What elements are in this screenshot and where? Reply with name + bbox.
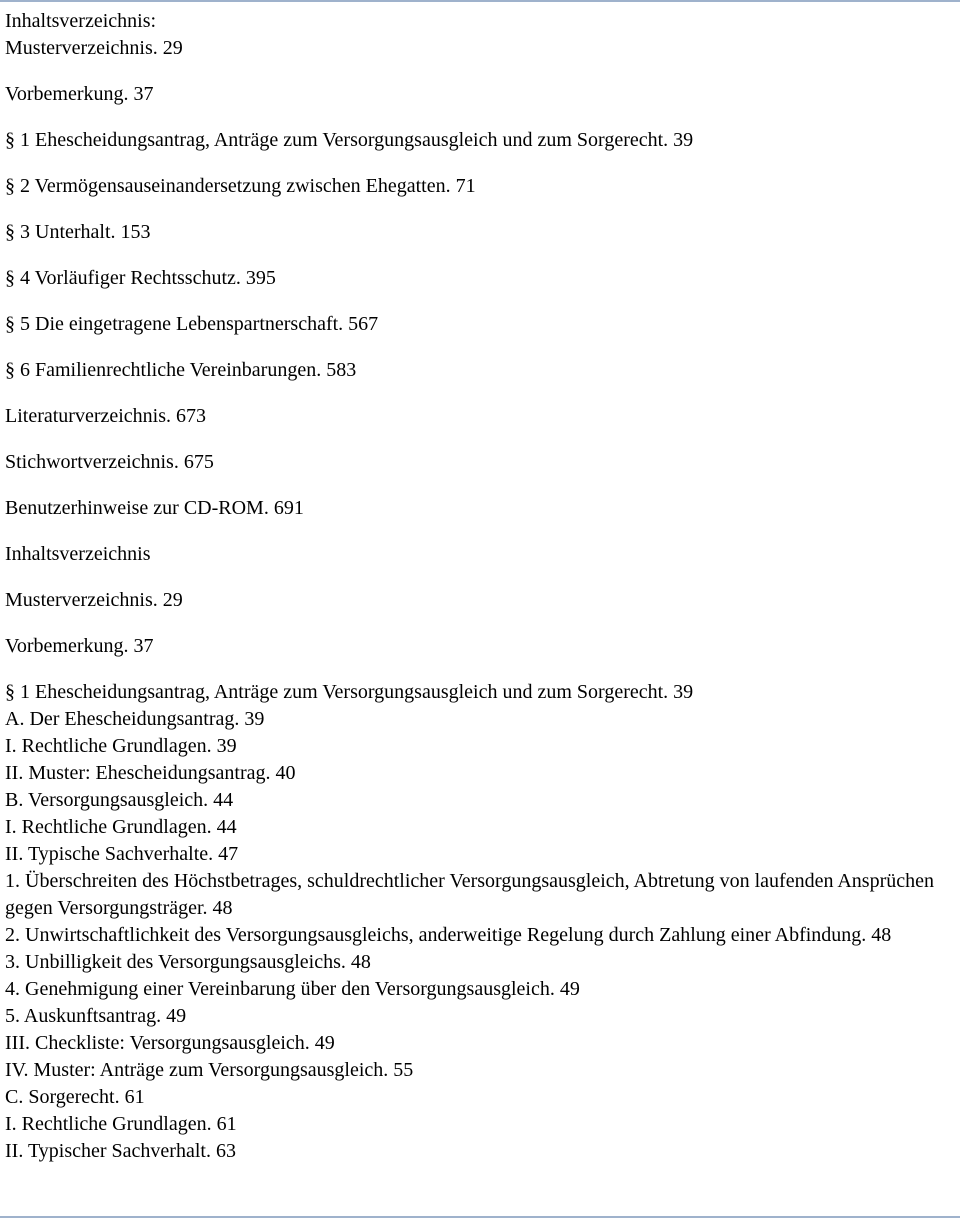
toc-block bbox=[5, 81, 952, 108]
toc-block bbox=[5, 495, 952, 522]
toc-line: II. Muster: Ehescheidungsantrag. 40 bbox=[5, 762, 296, 784]
toc-line: C. Sorgerecht. 61 bbox=[5, 1086, 145, 1108]
toc-block bbox=[5, 173, 952, 200]
toc-line: § 6 Familienrechtliche Vereinbarungen. 583 bbox=[5, 359, 357, 381]
toc-line: 5. Auskunftsantrag. 49 bbox=[5, 1005, 187, 1027]
toc-block bbox=[5, 403, 952, 430]
toc-block bbox=[5, 8, 952, 62]
toc-line: A. Der Ehescheidungsantrag. 39 bbox=[5, 708, 265, 730]
toc-block bbox=[5, 449, 952, 476]
toc-line: Stichwortverzeichnis. 675 bbox=[5, 451, 214, 473]
toc-line: III. Checkliste: Versorgungsausgleich. 49 bbox=[5, 1032, 335, 1054]
toc-line: Benutzerhinweise zur CD-ROM. 691 bbox=[5, 497, 304, 519]
toc-line: § 1 Ehescheidungsantrag, Anträge zum Versorgungsausgleich und zum Sorgerecht. 39 bbox=[5, 129, 694, 151]
toc-line: Literaturverzeichnis. 673 bbox=[5, 405, 207, 427]
toc-block bbox=[5, 127, 952, 154]
toc-line: Musterverzeichnis. 29 bbox=[5, 589, 183, 611]
toc-block bbox=[5, 633, 952, 660]
toc-block bbox=[5, 679, 952, 1165]
toc-content bbox=[5, 8, 952, 1165]
toc-line: § 3 Unterhalt. 153 bbox=[5, 221, 151, 243]
toc-block bbox=[5, 587, 952, 614]
toc-line: § 1 Ehescheidungsantrag, Anträge zum Versorgungsausgleich und zum Sorgerecht. 39 bbox=[5, 681, 694, 703]
toc-line: IV. Muster: Anträge zum Versorgungsausgleich. 55 bbox=[5, 1059, 414, 1081]
toc-line: II. Typischer Sachverhalt. 63 bbox=[5, 1140, 236, 1162]
toc-line: Inhaltsverzeichnis: bbox=[5, 10, 157, 32]
toc-block bbox=[5, 311, 952, 338]
toc-line: § 2 Vermögensauseinandersetzung zwischen Ehegatten. 71 bbox=[5, 175, 476, 197]
toc-line: II. Typische Sachverhalte. 47 bbox=[5, 843, 239, 865]
toc-line: § 4 Vorläufiger Rechtsschutz. 395 bbox=[5, 267, 276, 289]
toc-line: Musterverzeichnis. 29 bbox=[5, 37, 183, 59]
toc-block bbox=[5, 357, 952, 384]
toc-line: 3. Unbilligkeit des Versorgungsausgleichs. 48 bbox=[5, 951, 371, 973]
toc-line: I. Rechtliche Grundlagen. 39 bbox=[5, 735, 237, 757]
toc-line: Vorbemerkung. 37 bbox=[5, 635, 154, 657]
toc-line: Inhaltsverzeichnis bbox=[5, 543, 151, 565]
toc-line: 1. Überschreiten des Höchstbetrages, schuldrechtlicher Versorgungsausgleich, Abtretung von laufenden Ansprüchen gegen Versorgungsträger. 48 bbox=[5, 870, 940, 919]
toc-line: 4. Genehmigung einer Vereinbarung über den Versorgungsausgleich. 49 bbox=[5, 978, 580, 1000]
toc-block bbox=[5, 541, 952, 568]
page-border-top bbox=[0, 0, 960, 2]
toc-line: I. Rechtliche Grundlagen. 44 bbox=[5, 816, 237, 838]
toc-line: Vorbemerkung. 37 bbox=[5, 83, 154, 105]
toc-block bbox=[5, 265, 952, 292]
toc-line: § 5 Die eingetragene Lebenspartnerschaft. 567 bbox=[5, 313, 379, 335]
toc-line: 2. Unwirtschaftlichkeit des Versorgungsausgleichs, anderweitige Regelung durch Zahlung einer Abfindung. 48 bbox=[5, 924, 892, 946]
toc-line: B. Versorgungsausgleich. 44 bbox=[5, 789, 234, 811]
toc-line: I. Rechtliche Grundlagen. 61 bbox=[5, 1113, 237, 1135]
toc-block bbox=[5, 219, 952, 246]
